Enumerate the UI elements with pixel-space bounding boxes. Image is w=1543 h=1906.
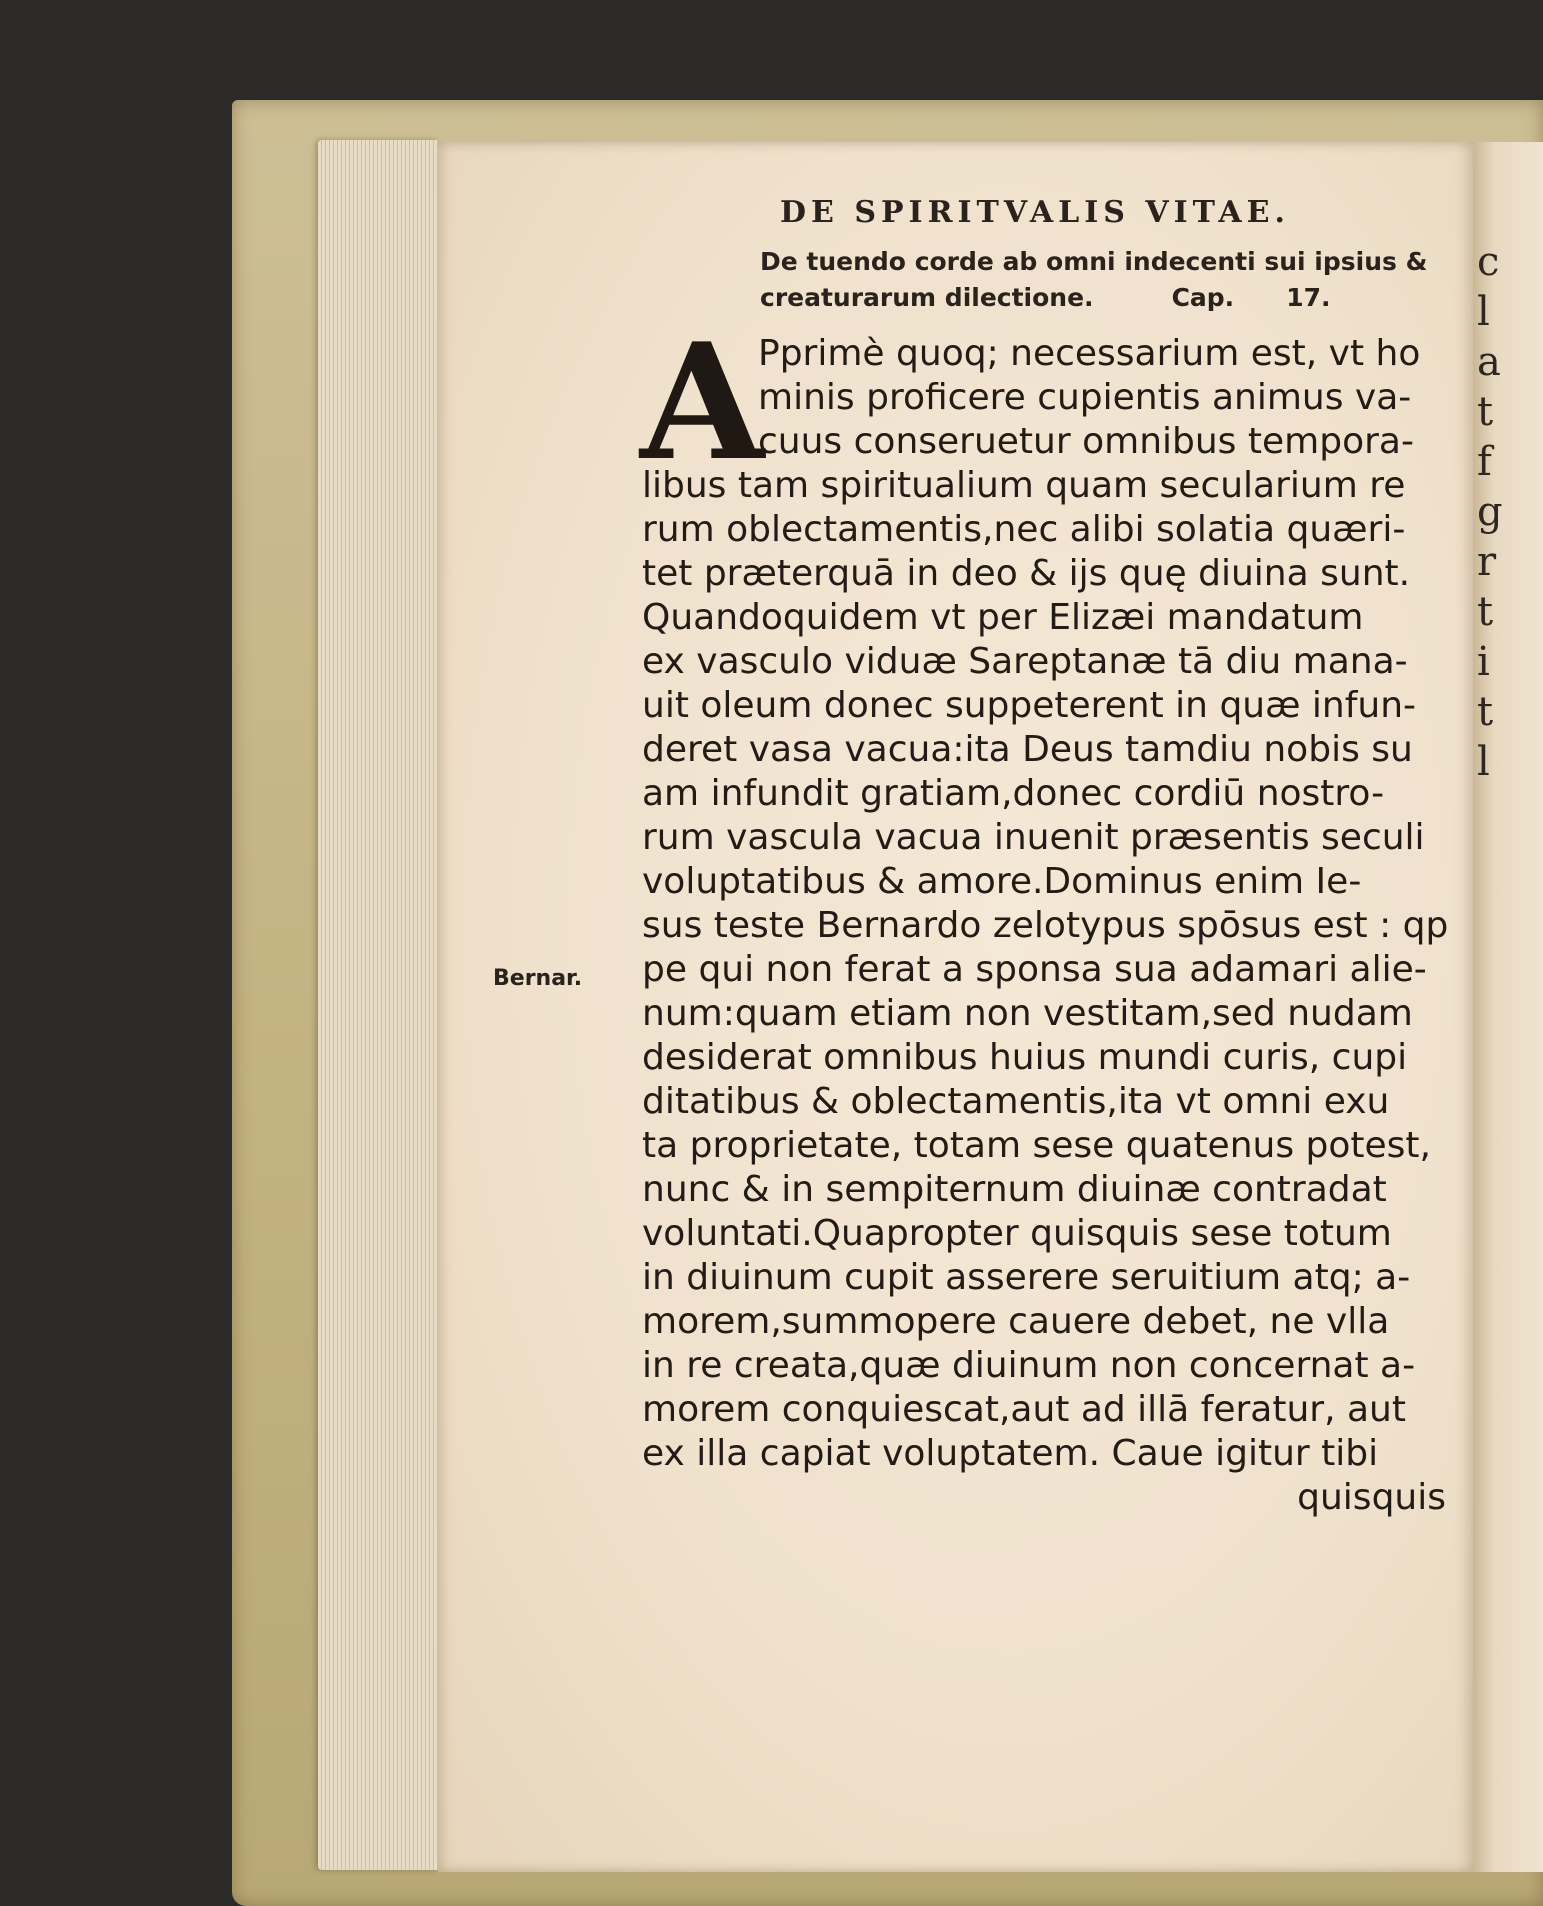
text-line: ex vasculo viduæ Sareptanæ tā diu mana- [642, 641, 1408, 682]
catchword: quisquis [1297, 1477, 1446, 1518]
text-line: deret vasa vacua:ita Deus tamdiu nobis su [642, 729, 1413, 770]
text-line: Quandoquidem vt per Elizæi mandatum [642, 597, 1364, 638]
chapter-label: Cap. [1171, 283, 1235, 312]
text-line: in re creata,quæ diuinum non concernat a- [642, 1345, 1416, 1386]
chapter-title-line: De tuendo corde ab omni indecenti sui ipsius & [760, 247, 1428, 276]
text-line: uit oleum donec suppeterent in quæ infun- [642, 685, 1417, 726]
text-line: num:quam etiam non vestitam,sed nudam [642, 993, 1413, 1034]
chapter-title-text: creaturarum dilectione. [760, 283, 1094, 312]
gutter-letter: i [1477, 639, 1490, 685]
text-line: pe qui non ferat a sponsa sua adamari alie- [642, 949, 1427, 990]
text-line: am infundit gratiam,donec cordiū nostro- [642, 773, 1385, 814]
text-line: voluntati.Quapropter quisquis sese totum [642, 1213, 1392, 1254]
gutter-letter: c [1477, 239, 1500, 285]
text-line: ta proprietate, totam sese quatenus potest, [642, 1125, 1431, 1166]
gutter-letter: g [1477, 489, 1503, 535]
margin-note: Bernar. [493, 966, 583, 991]
running-header: DE SPIRITVALIS VITAE. [780, 195, 1290, 230]
drop-capital: A [640, 308, 765, 496]
text-line: ditatibus & oblectamentis,ita vt omni exu [642, 1081, 1390, 1122]
text-line: ex illa capiat voluptatem. Caue igitur tibi [642, 1433, 1379, 1474]
text-line: Pprimè quoq; necessarium est, vt ho [758, 333, 1421, 374]
text-line: morem,summopere cauere debet, ne vlla [642, 1301, 1390, 1342]
text-line: desiderat omnibus huius mundi curis, cupi [642, 1037, 1408, 1078]
text-line: morem conquiescat,aut ad illā feratur, aut [642, 1389, 1406, 1430]
gutter-letter: t [1477, 589, 1494, 635]
chapter-title-line [760, 280, 1440, 316]
text-line: libus tam spiritualium quam secularium re [642, 465, 1406, 506]
gutter-letter: a [1477, 339, 1501, 385]
gutter-letter: t [1477, 389, 1494, 435]
chapter-number: 17. [1286, 283, 1331, 312]
gutter-letter: t [1477, 689, 1494, 735]
text-line: cuus conseruetur omnibus tempora- [758, 421, 1414, 462]
page-edges [318, 140, 438, 1870]
gutter-letter: r [1477, 539, 1497, 585]
text-line: rum oblectamentis,nec alibi solatia quæri- [642, 509, 1406, 550]
text-line: minis proficere cupientis animus va- [758, 377, 1412, 418]
text-line: nunc & in sempiternum diuinæ contradat [642, 1169, 1387, 1210]
text-line: sus teste Bernardo zelotypus spōsus est : qp [642, 905, 1449, 946]
gutter-letter: f [1477, 439, 1492, 485]
text-line: voluptatibus & amore.Dominus enim Ie- [642, 861, 1362, 902]
text-line: tet præterquā in deo & ijs quę diuina sunt. [642, 553, 1411, 594]
gutter-letter: l [1477, 289, 1490, 335]
facing-page-edge [1473, 142, 1543, 1872]
chapter-title [760, 244, 1440, 316]
text-line: rum vascula vacua inuenit præsentis seculi [642, 817, 1425, 858]
gutter-letter: l [1477, 739, 1490, 785]
text-line: in diuinum cupit asserere seruitium atq; a- [642, 1257, 1411, 1298]
